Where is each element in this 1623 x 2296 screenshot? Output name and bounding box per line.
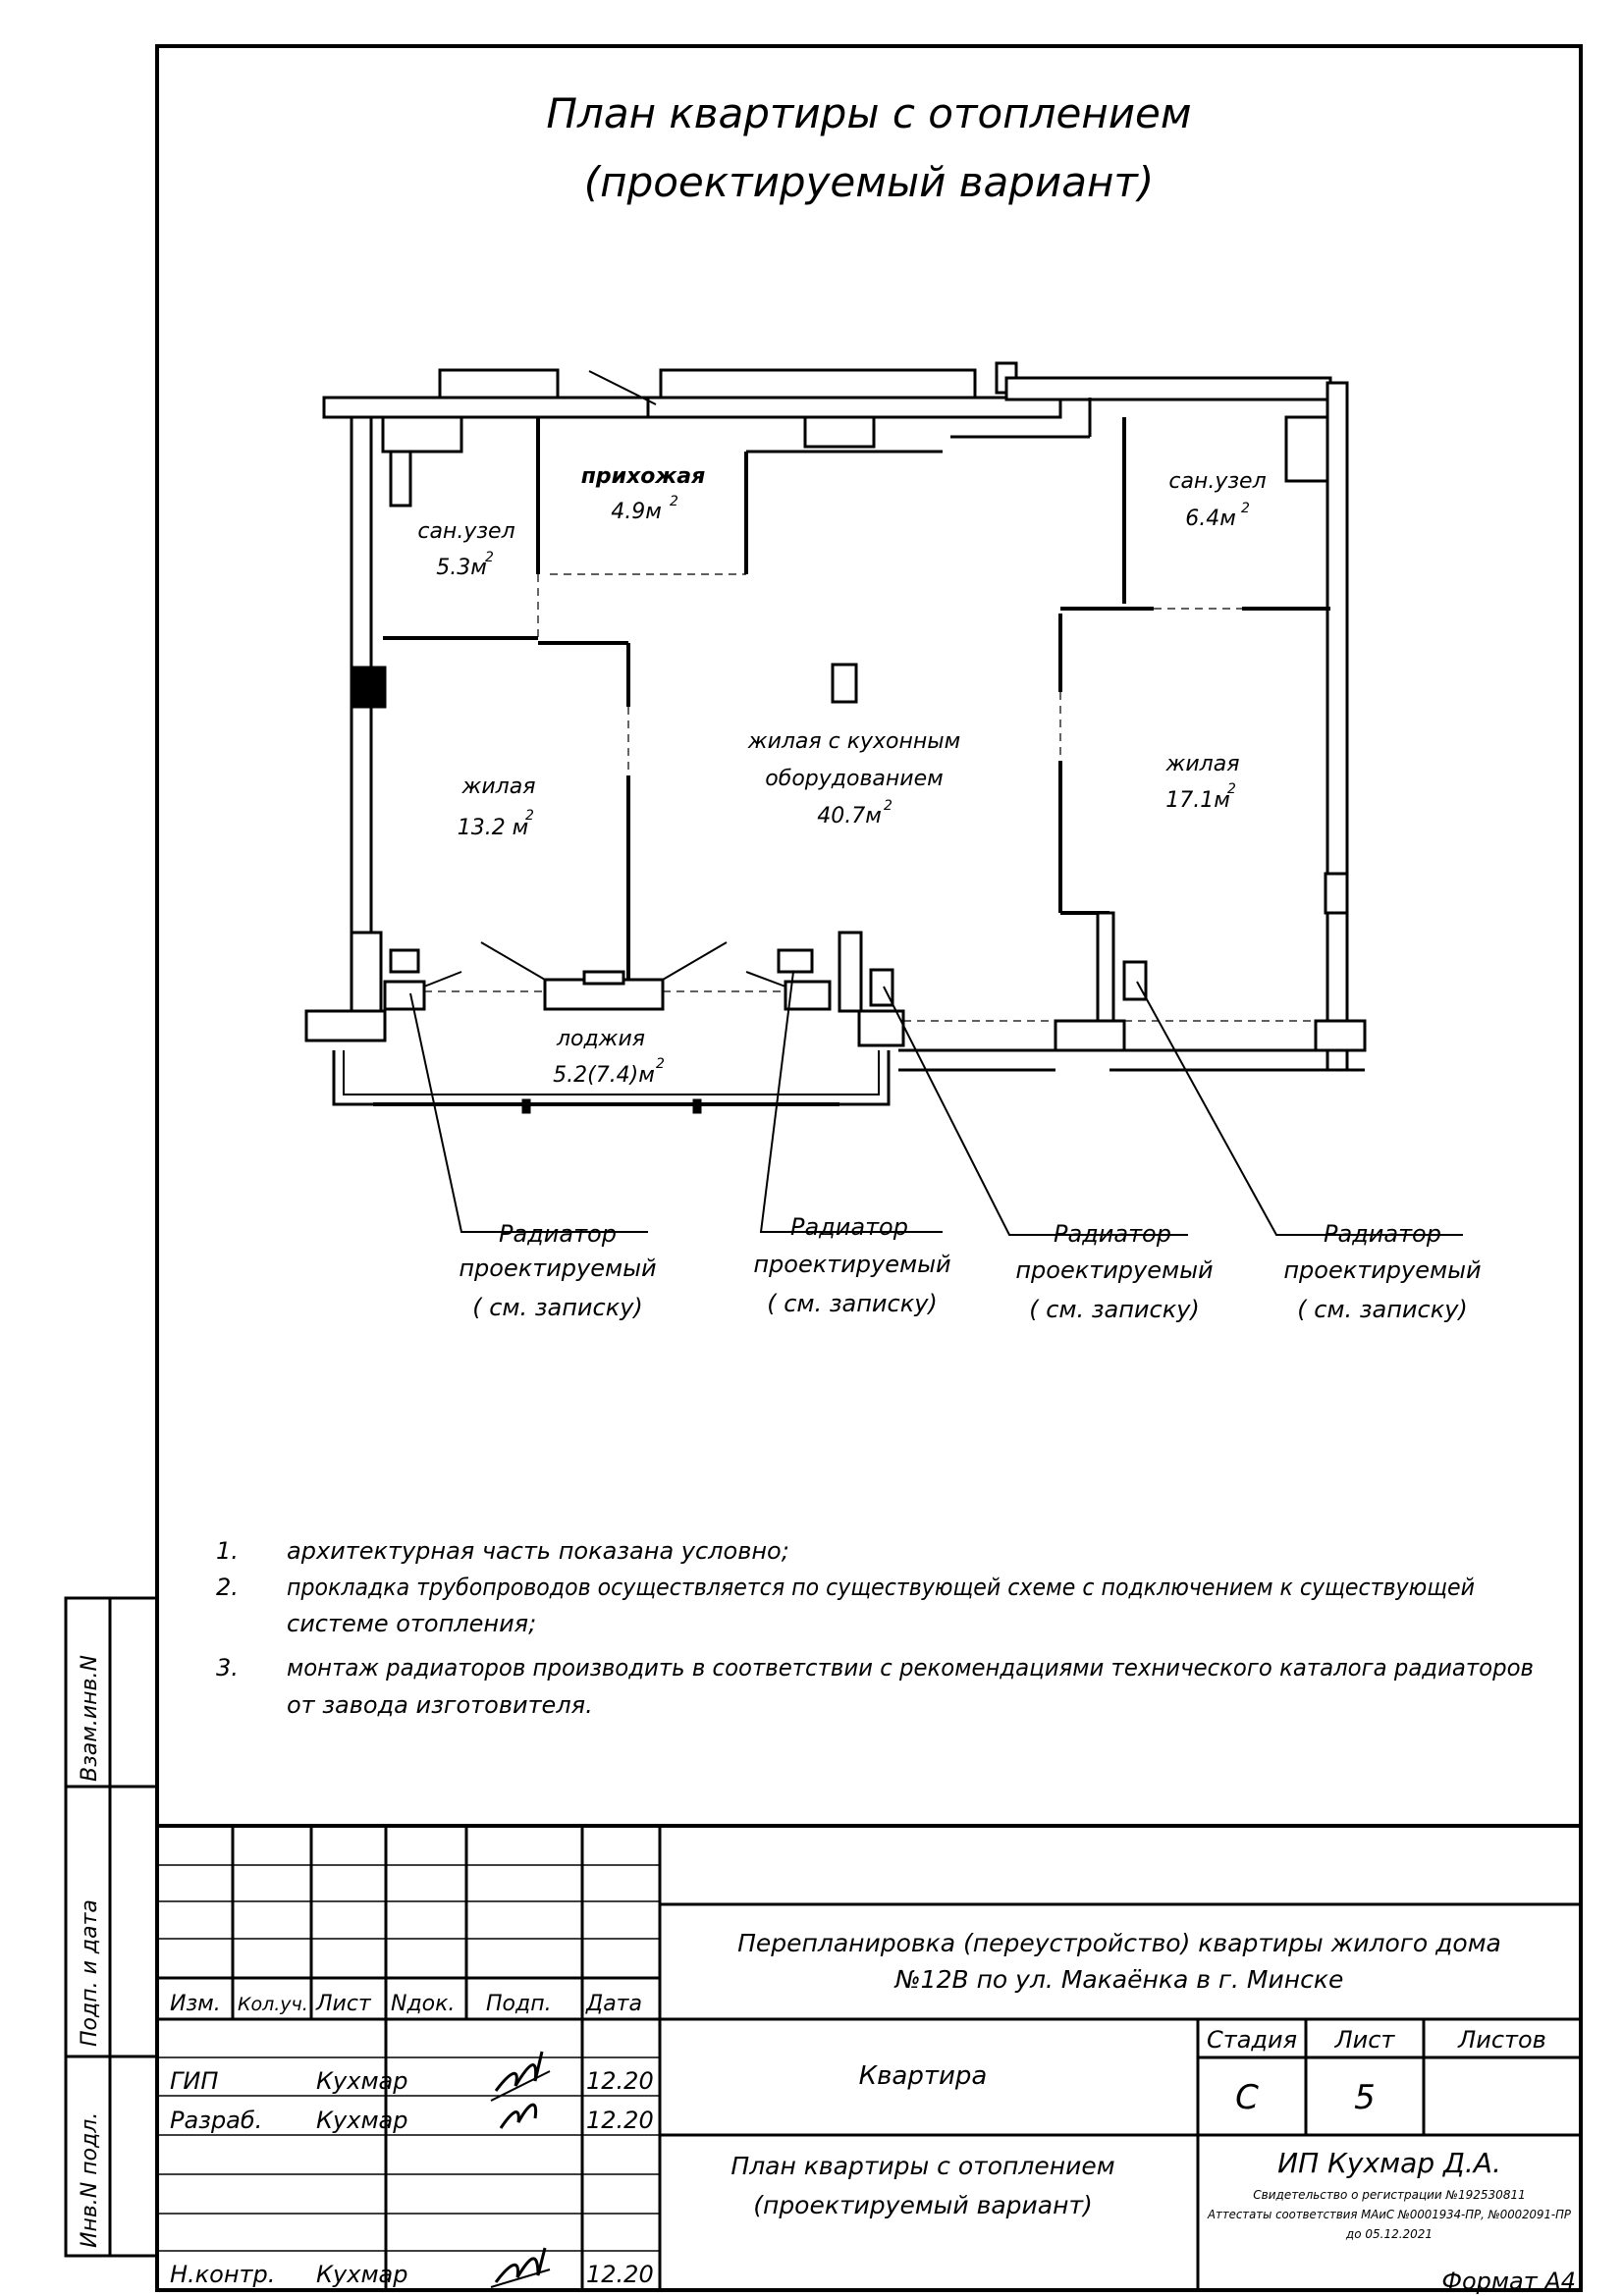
signature-nkontr <box>491 2248 550 2287</box>
radiator-label-3: Радиатор <box>1054 1220 1171 1248</box>
bath-right-fixture <box>1286 417 1327 481</box>
room-area-bath-right: 6.4м <box>1185 507 1236 531</box>
side-label-podp: Подп. и дата <box>78 1899 102 2047</box>
radiator-2 <box>779 950 812 972</box>
note-3-line-2: от завода изготовителя. <box>287 1691 593 1719</box>
tb-stage-header: Стадия <box>1206 2026 1298 2054</box>
side-label-vzam: Взам.инв.N <box>78 1655 102 1782</box>
tb-org-line1: Свидетельство о регистрации №192530811 <box>1253 2188 1526 2202</box>
tb-role-razrab: Разраб. <box>170 2107 263 2134</box>
tb-date-razrab: 12.20 <box>586 2107 654 2134</box>
room-name-living-kitchen: жилая с кухонным <box>747 729 961 754</box>
room-name-hallway: прихожая <box>580 464 706 489</box>
tb-org-name: ИП Кухмар Д.А. <box>1277 2147 1501 2179</box>
wall-right-base <box>1316 1021 1365 1050</box>
tb-header-podp: Подп. <box>486 1992 552 2016</box>
svg-text:( см. записку): ( см. записку) <box>472 1294 643 1321</box>
center-column <box>833 665 856 702</box>
tb-sheet-title2: (проектируемый вариант) <box>753 2191 1093 2219</box>
wall-left-base <box>306 1011 385 1041</box>
tb-name-razrab: Кухмар <box>316 2107 408 2134</box>
svg-text:проектируемый: проектируемый <box>1283 1256 1482 1284</box>
svg-text:2: 2 <box>656 1056 665 1072</box>
radiator-label-2: Радиатор <box>790 1213 908 1241</box>
radiator-label-1: Радиатор <box>499 1220 617 1248</box>
wall-top-center <box>648 398 1060 417</box>
note-2-line-2: системе отопления; <box>287 1610 537 1637</box>
room-name-living-left: жилая <box>461 774 536 799</box>
tb-name-nkontr: Кухмар <box>316 2261 408 2288</box>
room-area-living-kitchen: 40.7м <box>817 804 882 828</box>
notes <box>216 1537 1534 1719</box>
radiator-1 <box>391 950 418 972</box>
tb-header-izm: Изм. <box>170 1992 221 2016</box>
tb-date-gip: 12.20 <box>586 2067 654 2095</box>
column-left <box>353 667 385 707</box>
signature-gip <box>491 2052 550 2101</box>
tb-header-data: Дата <box>586 1992 642 2016</box>
room-area-living-right: 17.1м <box>1165 788 1230 813</box>
wall-right <box>1327 383 1347 1070</box>
room-area-bath-left: 5.3м <box>436 556 487 580</box>
svg-text:( см. записку): ( см. записку) <box>1029 1296 1200 1323</box>
signature-razrab <box>501 2105 536 2128</box>
tb-header-kol: Кол.уч. <box>238 1994 308 2015</box>
drawing-title-line2: (проектируемый вариант) <box>583 158 1155 206</box>
tb-stage-value: С <box>1235 2078 1259 2117</box>
side-label-inv: Инв.N подл. <box>78 2111 102 2248</box>
bath-left-fixture2 <box>391 452 410 506</box>
svg-text:2: 2 <box>485 550 494 565</box>
hall-fixture <box>805 417 874 447</box>
note-num-3: 3. <box>216 1654 239 1682</box>
room-area-living-left: 13.2 м <box>457 816 529 840</box>
window-top-center <box>661 370 975 398</box>
svg-text:2: 2 <box>670 494 678 509</box>
tb-header-ndok: Nдок. <box>391 1992 456 2016</box>
facade-pier <box>1055 1021 1124 1050</box>
room-name2-living-kitchen: оборудованием <box>765 767 944 791</box>
tb-date-nkontr: 12.20 <box>586 2261 654 2288</box>
tb-sheet-title1: План квартиры с отоплением <box>730 2152 1115 2180</box>
room-area-hallway: 4.9м <box>611 500 662 524</box>
room-area-loggia: 5.2(7.4)м <box>553 1063 655 1088</box>
wall-left-low <box>352 933 381 1011</box>
svg-text:проектируемый: проектируемый <box>753 1251 951 1278</box>
radiator-label-4: Радиатор <box>1324 1220 1441 1248</box>
title-block <box>157 1826 1581 2290</box>
floor-plan <box>306 363 1482 1323</box>
tb-role-nkontr: Н.контр. <box>170 2261 276 2288</box>
svg-text:проектируемый: проектируемый <box>459 1255 657 1282</box>
svg-text:2: 2 <box>884 798 893 814</box>
note-1-line-1: архитектурная часть показана условно; <box>287 1537 789 1565</box>
wall-right-living-pier <box>1098 913 1113 1031</box>
rad-niche-1 <box>385 982 424 1009</box>
note-3-line-1: монтаж радиаторов производить в соответствии с рекомендациями технического каталога радиаторов <box>287 1654 1534 1682</box>
tb-object: Квартира <box>858 2061 988 2091</box>
tb-list-value: 5 <box>1354 2078 1376 2117</box>
tb-name-gip: Кухмар <box>316 2067 408 2095</box>
svg-text:2: 2 <box>1241 501 1250 516</box>
tb-list-header: Лист <box>1334 2026 1395 2054</box>
column-right <box>1325 874 1347 913</box>
svg-text:2: 2 <box>1227 781 1236 797</box>
drawing-title-line1: План квартиры с отоплением <box>546 89 1192 137</box>
room-name-bath-right: сан.узел <box>1168 469 1267 494</box>
svg-text:2: 2 <box>525 808 534 824</box>
note-2-line-1: прокладка трубопроводов осуществляется по существующей схеме с подключением к существующей <box>287 1574 1475 1601</box>
tb-project-line1: Перепланировка (переустройство) квартиры жилого дома <box>737 1929 1501 1957</box>
side-stamp <box>66 1598 157 2256</box>
tb-org-line3: до 05.12.2021 <box>1345 2227 1434 2241</box>
svg-text:( см. записку): ( см. записку) <box>767 1290 938 1317</box>
room-name-bath-left: сан.узел <box>417 519 515 544</box>
room-name-living-right: жилая <box>1165 752 1240 776</box>
tb-project-line2: №12В по ул. Макаёнка в г. Минске <box>894 1965 1344 1994</box>
bath-left-fixture <box>383 417 461 452</box>
room-name-loggia: лоджия <box>556 1027 646 1051</box>
note-num-2: 2. <box>216 1574 239 1601</box>
window-top-left <box>440 370 558 398</box>
svg-text:( см. записку): ( см. записку) <box>1297 1296 1468 1323</box>
tb-header-list: Лист <box>316 1992 371 2016</box>
format-label: Формат А4 <box>1441 2268 1576 2295</box>
wall-top-right <box>1006 378 1330 400</box>
pier-center <box>839 933 861 1011</box>
radiator-3 <box>871 970 893 1005</box>
note-num-1: 1. <box>216 1537 239 1565</box>
svg-text:проектируемый: проектируемый <box>1015 1256 1214 1284</box>
tb-role-gip: ГИП <box>170 2067 219 2095</box>
tb-listov-header: Листов <box>1458 2026 1546 2054</box>
tb-org-line2: Аттестаты соответствия МАиС №0001934-ПР, №0002091-ПР <box>1207 2208 1572 2221</box>
